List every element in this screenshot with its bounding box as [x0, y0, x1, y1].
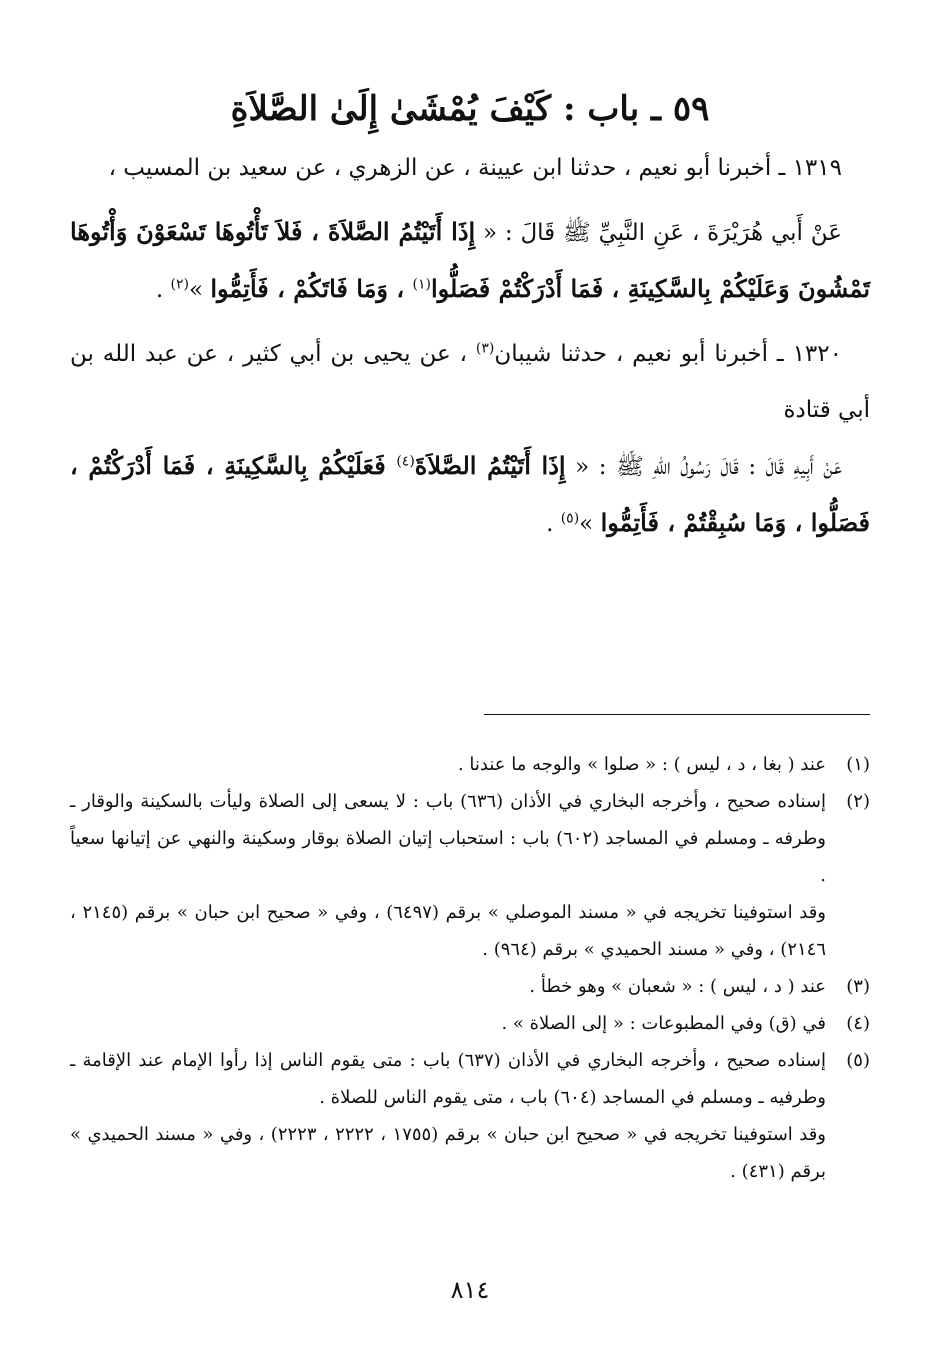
hadith-1320-isnad-part-1: ١٣٢٠ ـ أخبرنا أبو نعيم ، حدثنا شيبان: [494, 341, 842, 367]
main-text: [70, 78, 870, 552]
footnote-number: (٣): [846, 976, 870, 997]
footnote-ref-4: (٤): [396, 453, 415, 470]
footnote-text: عند ( بغا ، د ، ليس ) : « صلوا » والوجه ما عندنا .: [457, 754, 826, 775]
hadith-1319-matn-part-2: ، وَمَا فَاتَكُمْ ، فَأَتِمُّوا: [210, 274, 413, 303]
hadith-1319-text: [70, 204, 870, 318]
hadith-1319-isnad: ١٣١٩ ـ أخبرنا أبو نعيم ، حدثنا ابن عيينة ، عن الزهري ، عن سعيد بن المسيب ،: [108, 155, 842, 181]
hadith-1320-isnad-part-2: ، عن يحيى بن أبي كثير ، عن عبد الله بن أبي قتادة: [70, 341, 870, 423]
footnote-1: [70, 746, 870, 783]
footnote-text: عند ( د ، ليس ) : « شعبان » وهو خطأ .: [529, 976, 826, 997]
footnote-3: [70, 968, 870, 1005]
footnote-number: (٢): [846, 791, 870, 812]
footnote-text: إسناده صحيح ، وأخرجه البخاري في الأذان (٦٣٦) باب : لا يسعى إلى الصلاة وليأت بالسكينة والوقار ـ وطرفه ـ ومسلم في المساجد (٦٠٢) باب : استحباب إتيان الصلاة بوقار وسكينة والنهي عن إتيانها سعياً .: [70, 791, 826, 886]
footnote-5-continuation: وقد استوفينا تخريجه في « صحيح ابن حبان » برقم (١٧٥٥ ، ٢٢٢٢ ، ٢٢٢٣) ، وفي « مسند الحميدي » برقم (٤٣١) .: [70, 1124, 826, 1182]
footnote-5: [70, 1042, 870, 1116]
footnote-number: (١): [846, 754, 870, 775]
hadith-1319-end: .: [155, 277, 171, 303]
footnote-ref-2: (٢): [170, 276, 189, 293]
footnote-2: [70, 783, 870, 894]
footnote-2-continuation: وقد استوفينا تخريجه في « مسند الموصلي » برقم (٦٤٩٧) ، وفي « صحيح ابن حبان » برقم (٢١٤٥ ، ٢١٤٦) ، وفي « مسند الحميدي » برقم (٩٦٤) .: [70, 902, 827, 960]
footnote-text: في (ق) وفي المطبوعات : « إلى الصلاة » .: [501, 1013, 826, 1034]
hadith-1319-close-quote: »: [188, 277, 211, 303]
footnote-4: [70, 1005, 870, 1042]
hadith-1319-intro: عَنْ أَبي هُرَيْرَةَ ، عَنِ النَّبِيِّ ﷺ قَالَ : «: [475, 220, 842, 246]
hadith-1320-matn-part-1: إِذَا أَتَيْتُمُ الصَّلاَةَ: [414, 451, 566, 480]
page-number: ٨١٤: [450, 1276, 490, 1304]
footnote-number: (٥): [846, 1050, 870, 1071]
hadith-1320-matn-part-2: فَعَلَيْكُمْ بِالسَّكِينَةِ ، فَمَا أَدْرَكْتُمْ ، فَصَلُّوا ، وَمَا سُبِقْتُمْ ، فَأَتِمُّوا: [70, 451, 870, 537]
hadith-1319-matn-part-1: إِذَا أَتَيْتُمُ الصَّلاَةَ ، فَلاَ تَأْتُوهَا تَسْعَوْنَ وَأْتُوهَا تَمْشُونَ وَعَلَيْكُمْ بِالسَّكِينَةِ ، فَمَا أَدْرَكْتُمْ فَصَلُّوا: [70, 217, 870, 303]
footnote-ref-1: (١): [412, 276, 431, 293]
footnote-number: (٤): [846, 1013, 870, 1034]
chapter-title: ٥٩ ـ باب : كَيْفَ يُمْشَىٰ إِلَىٰ الصَّلاَةِ: [230, 89, 710, 129]
footnote-ref-5: (٥): [560, 510, 580, 527]
footnotes: [70, 746, 870, 1190]
hadith-1320-close-quote: »: [579, 511, 601, 537]
footnote-ref-3: (٣): [475, 340, 495, 357]
footnote-divider: [484, 714, 870, 715]
hadith-1320-isnad: [70, 326, 870, 438]
hadith-1320-end: .: [546, 511, 561, 537]
hadith-1320-text: [70, 438, 870, 552]
footnote-text: إسناده صحيح ، وأخرجه البخاري في الأذان (٦٣٧) باب : متى يقوم الناس إذا رأوا الإمام عند الإقامة ـ وطرفيه ـ ومسلم في المساجد (٦٠٤) باب ، متى يقوم الناس للصلاة .: [70, 1050, 826, 1108]
hadith-1320-intro: عَنْ أَبِيهِ قَالَ : قَالَ رَسُولُ اللهِ ﷺ : «: [565, 454, 842, 480]
